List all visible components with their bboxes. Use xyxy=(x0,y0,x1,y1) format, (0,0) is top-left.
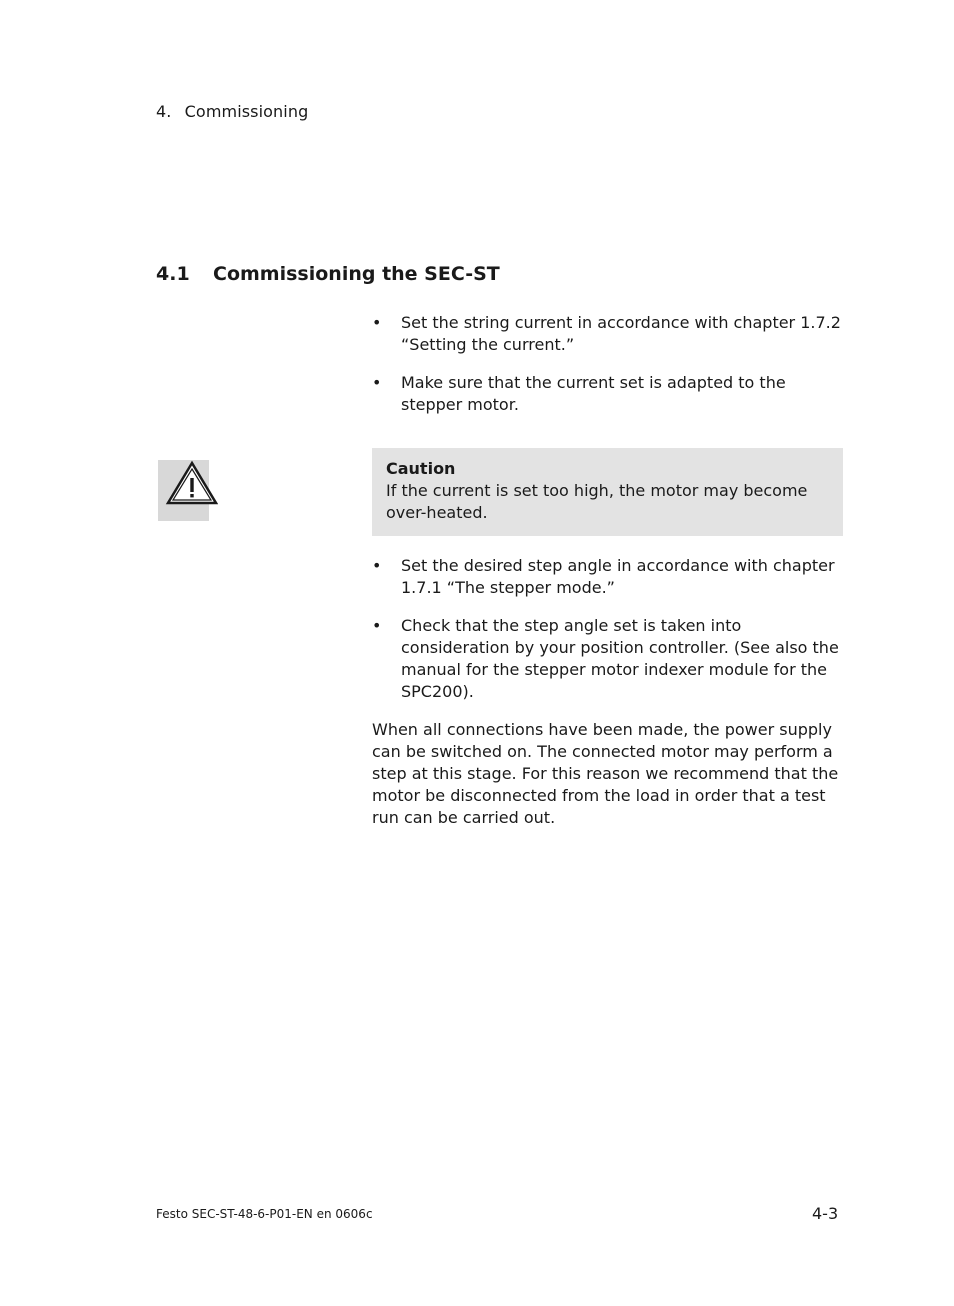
caution-box xyxy=(372,448,843,536)
section-heading xyxy=(156,263,500,285)
bullet-icon: • xyxy=(372,373,382,392)
section-number: 4.1 xyxy=(156,263,190,285)
body-paragraph: When all connections have been made, the power supply can be switched on. The connected motor may perform a step at this stage. For this reason we recommend that the motor be disconnected from the load in order that a test run can be carried out. xyxy=(372,720,839,827)
section-title: Commissioning the SEC-ST xyxy=(213,263,500,285)
warning-triangle-icon xyxy=(158,460,218,521)
running-header xyxy=(156,102,308,121)
chapter-title: Commissioning xyxy=(184,102,309,121)
list-item xyxy=(372,615,844,703)
list-item xyxy=(372,555,844,599)
list-item-text: Set the string current in accordance with chapter 1.7.2 “Setting the current.” xyxy=(401,313,841,354)
bullet-list-bottom xyxy=(372,555,844,703)
caution-text: If the current is set too high, the motor may become over-heated. xyxy=(386,481,808,522)
bullet-icon: • xyxy=(372,556,382,575)
list-item-text: Check that the step angle set is taken into consideration by your position controller. (See also the manual for the stepper motor indexer module for the SPC200). xyxy=(401,616,839,701)
top-bullets xyxy=(372,312,844,432)
list-item-text: Make sure that the current set is adapted to the stepper motor. xyxy=(401,373,786,414)
footer-document-id: Festo SEC-ST-48-6-P01-EN en 0606c xyxy=(156,1207,373,1221)
list-item xyxy=(372,312,844,356)
bullet-icon: • xyxy=(372,313,382,332)
bullet-list-top xyxy=(372,312,844,416)
list-item-text: Set the desired step angle in accordance with chapter 1.7.1 “The stepper mode.” xyxy=(401,556,835,597)
chapter-number: 4. xyxy=(156,102,172,121)
bottom-content xyxy=(372,555,844,829)
caution-title: Caution xyxy=(386,459,456,478)
footer-page-number: 4-3 xyxy=(812,1204,839,1223)
bullet-icon: • xyxy=(372,616,382,635)
list-item xyxy=(372,372,844,416)
